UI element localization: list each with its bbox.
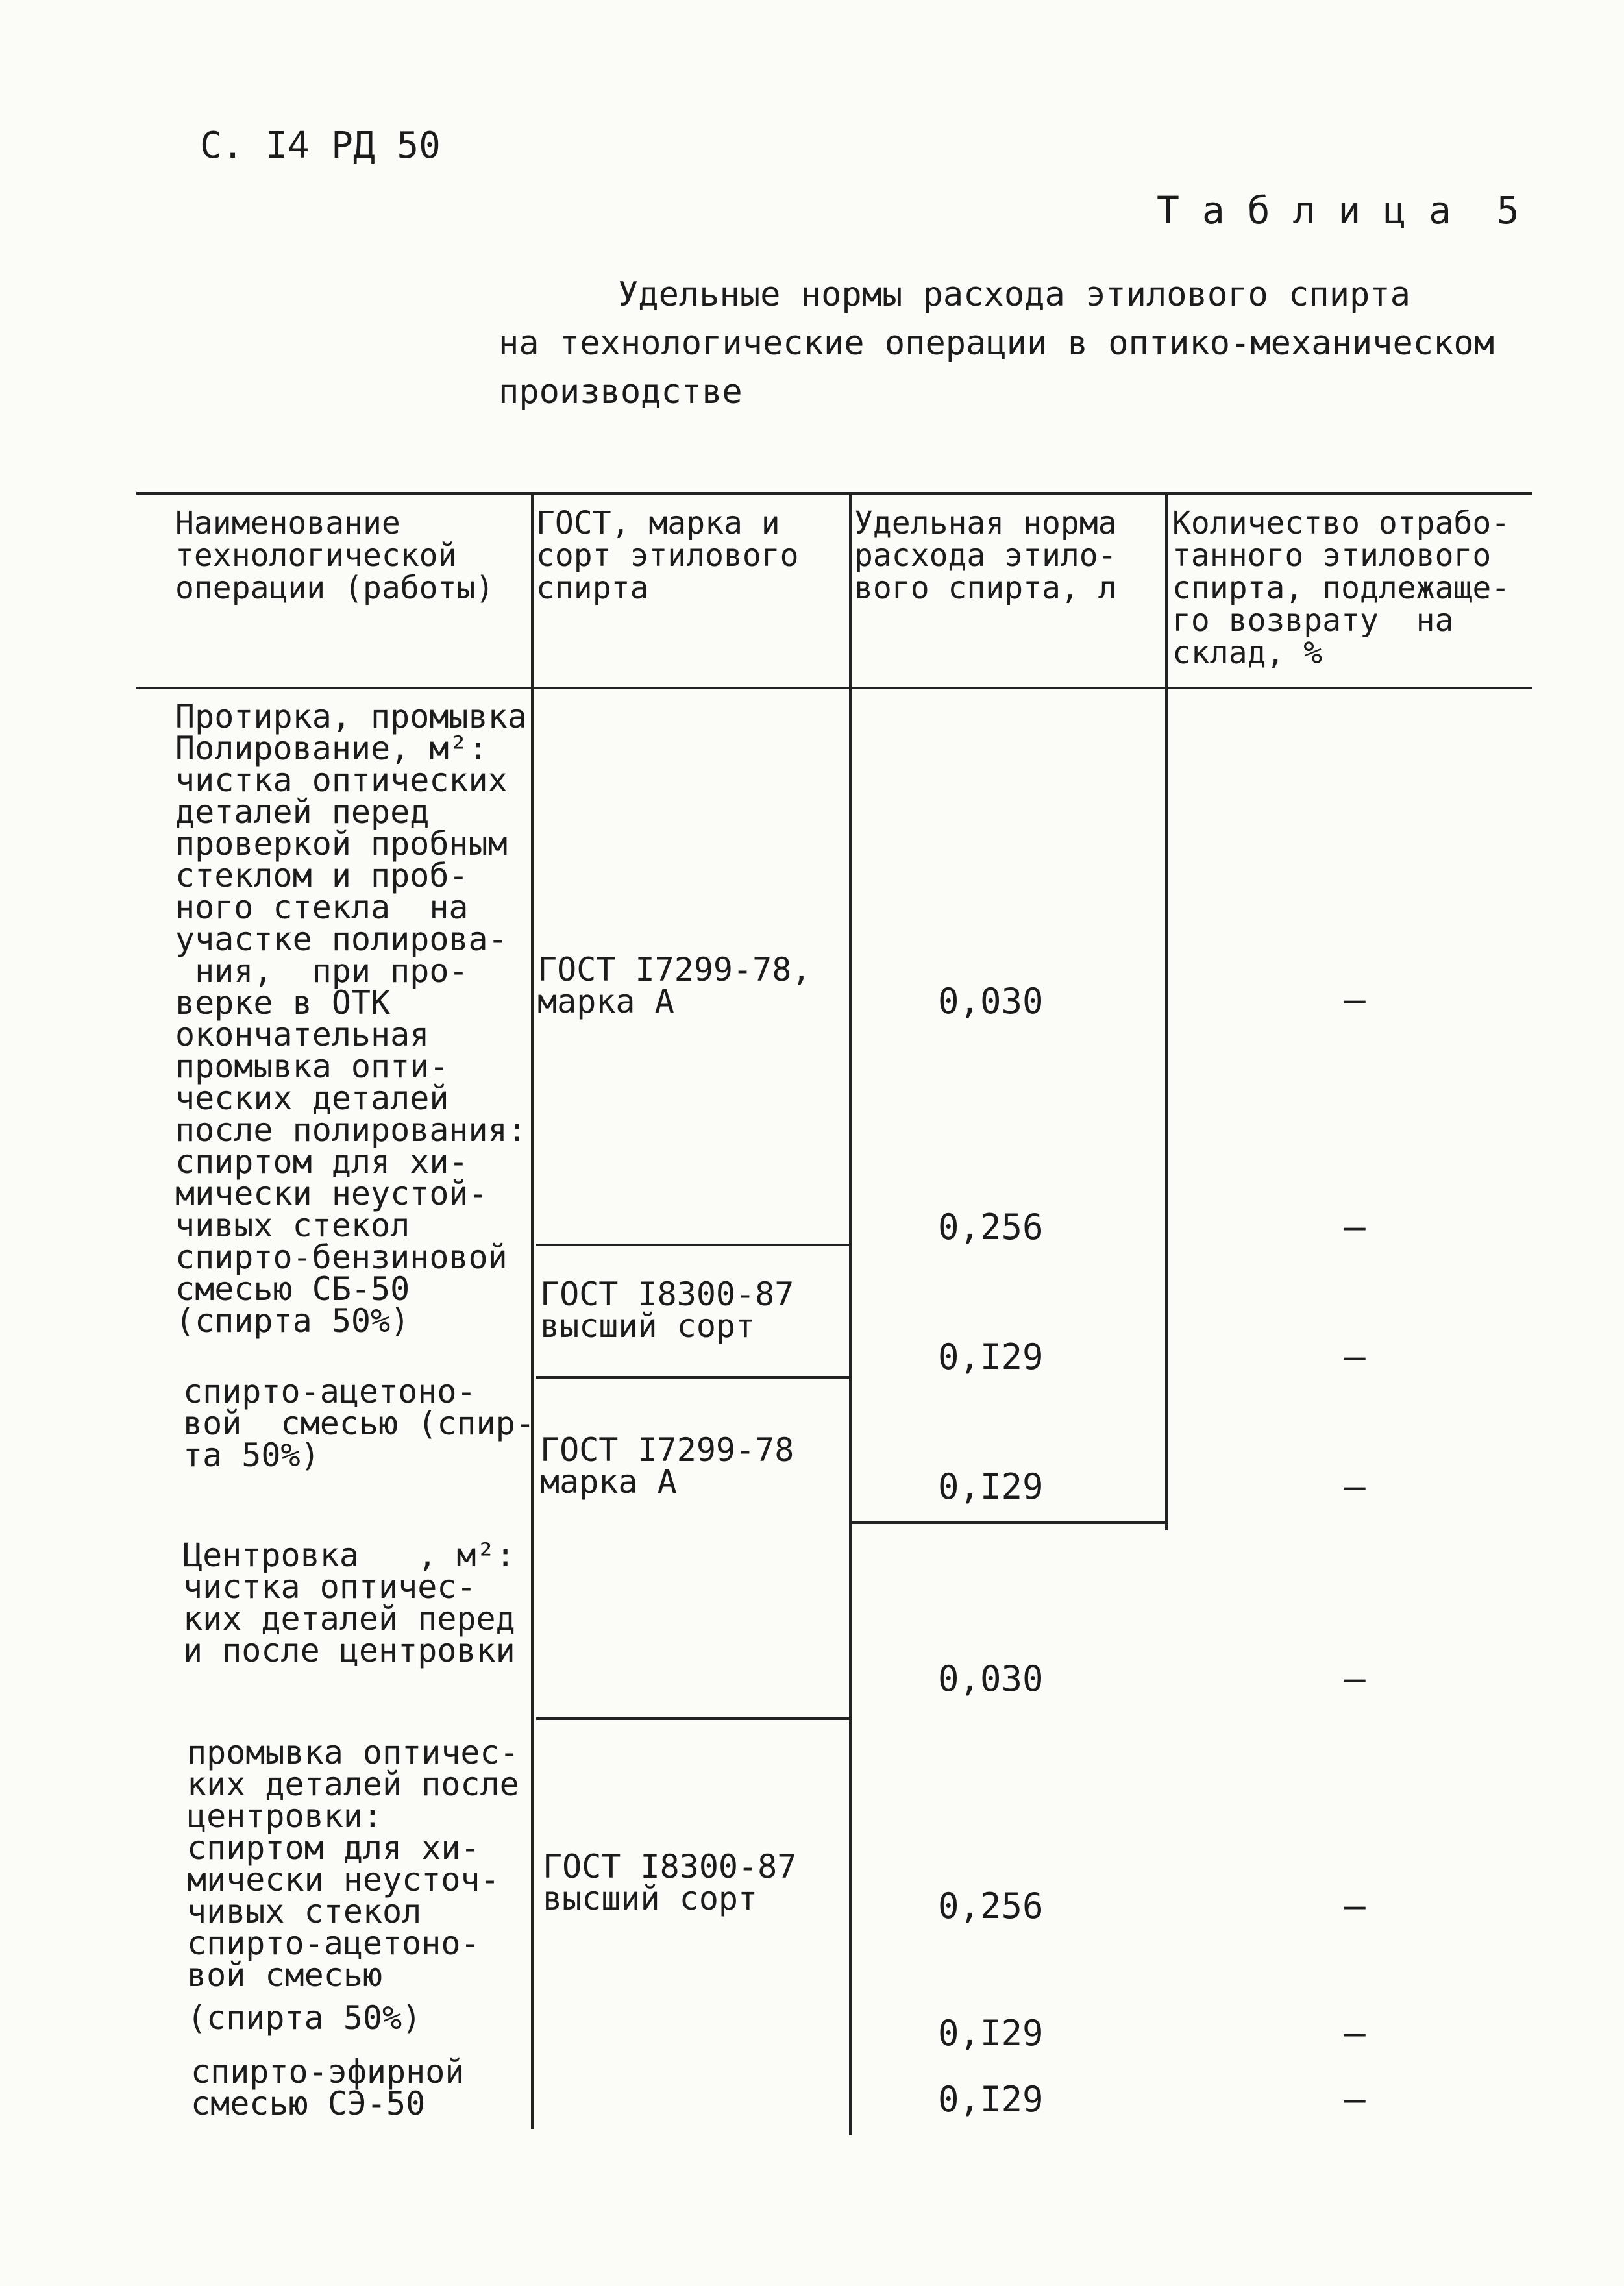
cell-text-line: спирта	[536, 570, 649, 606]
norm-value: 0,I29	[938, 2013, 1044, 2054]
cell-text-line: спиртом для хи-	[175, 1143, 469, 1181]
table-rule	[536, 1244, 852, 1246]
table-label: Т а б л и ц а 5	[1157, 188, 1519, 232]
table-rule	[536, 1717, 852, 1720]
cell-text-line: спирта, подлежаще-	[1172, 570, 1510, 606]
return-value: —	[1344, 979, 1366, 1021]
cell-text-line: центровки:	[187, 1797, 383, 1835]
cell-text-line: верке в ОТК	[175, 984, 391, 1022]
cell-text-line: спирто-эфирной	[191, 2053, 465, 2091]
cell-text-line: ГОСТ I8300-87	[540, 1275, 794, 1313]
cell-text-line: ческих деталей	[175, 1079, 449, 1117]
cell-text-line: чистка оптичес-	[183, 1568, 476, 1606]
table-rule	[536, 1376, 852, 1379]
return-value: —	[1344, 1466, 1366, 1508]
cell-text-line: ких деталей после	[187, 1765, 519, 1803]
cell-text-line: вой смесью (спир-	[183, 1405, 535, 1442]
caption-line: Удельные нормы расхода этилового спирта	[618, 275, 1410, 314]
cell-text-line: Удельная норма	[854, 505, 1117, 541]
cell-text-line: склад, %	[1172, 635, 1323, 671]
cell-text-line: Протирка, промывка	[175, 698, 527, 735]
cell-text-line: после полирования:	[175, 1111, 527, 1149]
cell-text-line: вого спирта, л	[854, 570, 1117, 606]
cell-text-line: участке полирова-	[175, 920, 508, 958]
table-rule	[1165, 492, 1168, 1530]
cell-text-line: стеклом и проб-	[175, 857, 469, 894]
cell-text-line: спирто-бензиновой	[175, 1238, 508, 1276]
cell-text-line: ного стекла на	[175, 889, 469, 926]
cell-text-line: сорт этилового	[536, 537, 799, 574]
cell-text-line: го возврату на	[1172, 602, 1454, 639]
return-value: —	[1344, 2078, 1366, 2120]
cell-text-line: и после центровки	[183, 1632, 515, 1669]
cell-text-line: промывка опти-	[175, 1048, 449, 1085]
cell-text-line: та 50%)	[183, 1436, 320, 1474]
cell-text-line: (спирта 50%)	[187, 1999, 422, 2037]
table-rule	[136, 492, 1532, 495]
norm-value: 0,I29	[938, 2079, 1044, 2120]
return-value: —	[1344, 1658, 1366, 1700]
cell-text-line: окончательная	[175, 1016, 430, 1053]
cell-text-line: мически неусточ-	[187, 1861, 500, 1899]
cell-text-line: ГОСТ I7299-78	[540, 1431, 794, 1469]
cell-text-line: ния, при про-	[175, 952, 469, 990]
page-reference: С. I4 РД 50	[200, 125, 441, 167]
return-value: —	[1344, 1885, 1366, 1927]
cell-text-line: технологической	[175, 537, 457, 574]
cell-text-line: спиртом для хи-	[187, 1829, 480, 1867]
cell-text-line: танного этилового	[1172, 537, 1492, 574]
cell-text-line: высший сорт	[543, 1880, 758, 1917]
cell-text-line: высший сорт	[540, 1307, 756, 1345]
table-rule	[531, 492, 534, 2129]
cell-text-line: промывка оптичес-	[187, 1734, 519, 1771]
return-value: —	[1344, 1206, 1366, 1248]
caption-line: на технологические операции в оптико-механическом	[498, 324, 1495, 363]
return-value: —	[1344, 1336, 1366, 1378]
cell-text-line: ких деталей перед	[183, 1600, 515, 1638]
cell-text-line: марка А	[537, 983, 674, 1020]
cell-text-line: операции (работы)	[175, 570, 495, 606]
cell-text-line: Центровка , м²:	[183, 1536, 515, 1574]
cell-text-line: Количество отрабо-	[1172, 505, 1510, 541]
cell-text-line: чивых стекол	[175, 1207, 410, 1244]
table-rule	[136, 687, 1532, 689]
norm-value: 0,030	[938, 981, 1044, 1022]
cell-text-line: проверкой пробным	[175, 825, 508, 863]
norm-value: 0,I29	[938, 1466, 1044, 1507]
table-rule	[849, 492, 852, 2135]
norm-value: 0,030	[938, 1658, 1044, 1699]
cell-text-line: смесью СЭ-50	[191, 2085, 426, 2122]
cell-text-line: марка А	[540, 1463, 677, 1501]
table-rule	[852, 1521, 1168, 1524]
cell-text-line: расхода этило-	[854, 537, 1117, 574]
return-value: —	[1344, 2012, 1366, 2054]
cell-text-line: чистка оптических	[175, 761, 508, 799]
cell-text-line: Наименование	[175, 505, 400, 541]
cell-text-line: ГОСТ, марка и	[536, 505, 780, 541]
norm-value: 0,256	[938, 1207, 1044, 1247]
cell-text-line: смесью СБ-50	[175, 1270, 410, 1308]
norm-value: 0,256	[938, 1886, 1044, 1926]
cell-text-line: вой смесью	[187, 1956, 383, 1994]
cell-text-line: ГОСТ I7299-78,	[537, 951, 811, 989]
caption-line: производстве	[498, 373, 743, 412]
cell-text-line: (спирта 50%)	[175, 1302, 410, 1340]
cell-text-line: ГОСТ I8300-87	[543, 1848, 797, 1886]
cell-text-line: Полирование, м²:	[175, 730, 488, 767]
norm-value: 0,I29	[938, 1336, 1044, 1377]
cell-text-line: спирто-ацетоно-	[183, 1373, 476, 1410]
cell-text-line: деталей перед	[175, 793, 430, 831]
cell-text-line: чивых стекол	[187, 1893, 422, 1930]
cell-text-line: спирто-ацетоно-	[187, 1924, 480, 1962]
cell-text-line: мически неустой-	[175, 1175, 488, 1212]
